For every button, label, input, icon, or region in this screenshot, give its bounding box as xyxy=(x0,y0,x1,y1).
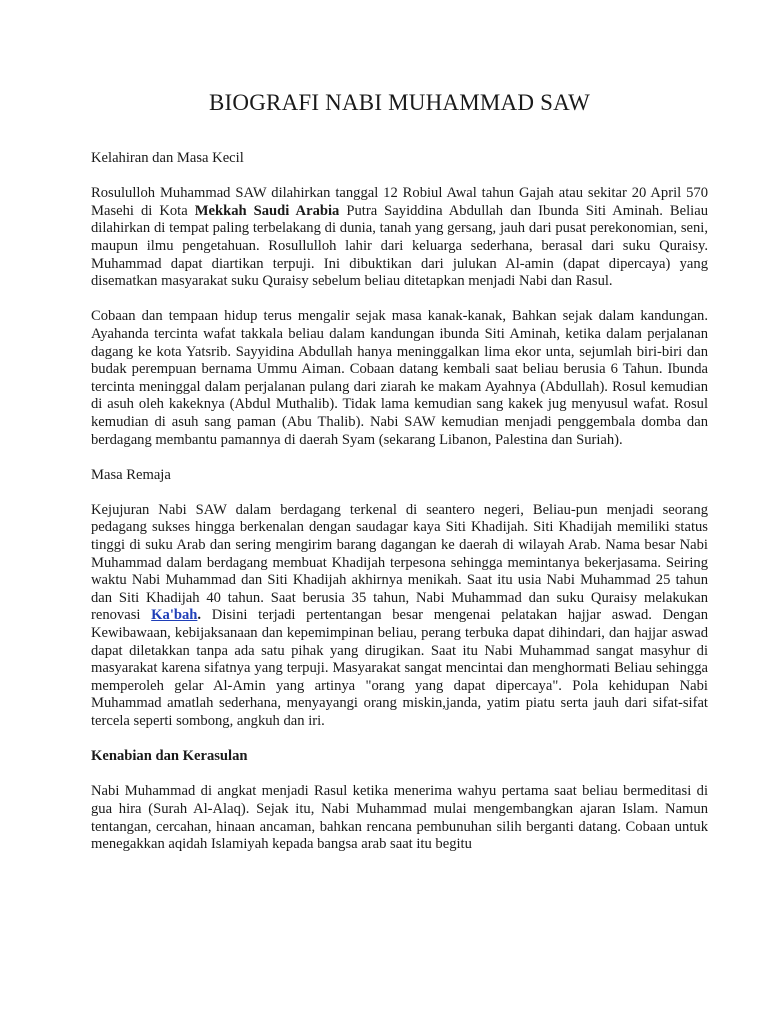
section-heading-kelahiran: Kelahiran dan Masa Kecil xyxy=(91,150,244,166)
kabah-link[interactable]: Ka'bah xyxy=(151,607,198,624)
paragraph-masa-remaja-1 xyxy=(91,502,708,731)
section-heading-masa-remaja: Masa Remaja xyxy=(91,466,171,483)
document-body xyxy=(91,150,708,871)
paragraph-kelahiran-1 xyxy=(91,185,708,291)
paragraph-text: Disini terjadi pertentangan besar mengenai pelatakan hajjar aswad. Dengan Kewibawaan, kebijaksanaan dan kepemimpinan beliau, perang terbuka dapat dihindari, dan hajjar aswad dapat diletakkan tanpa ada satu pihak yang dirugikan. Saat itu Nabi Muhammad sangat masyhur di masyarakat karena sifatnya yang terpuji. Masyarakat sangat mencintai dan menghormati Beliau sehingga memperoleh gelar Al-Amin yang artinya "orang yang dapat dipercaya". Pola kehidupan Nabi Muhammad amatlah sederhana, menyayangi orang miskin,janda, yatim piatu serta jauh dari sifat-sifat tercela seperti sombong, angkuh dan iri. xyxy=(91,607,709,729)
section-heading-kenabian: Kenabian dan Kerasulan xyxy=(91,748,248,765)
paragraph-text: Putra Sayiddina Abdullah dan Ibunda Siti Aminah. Beliau dilahirkan di tempat paling terbelakang di dunia, tanah yang gersang, jauh dari pusat perekonomian, seni, maupun ilmu pengetahuan. Rosullulloh lahir dari keluarga sederhana, berasal dari suku Quraisy. Muhammad dapat diartikan terpuji. Ini dibuktikan dari julukan Al-amin (dapat dipercaya) yang disematkan masyarakat suku Quraisy sebelum beliau ditetapkan menjadi Nabi dan Rasul. xyxy=(91,202,708,290)
paragraph-kelahiran-2: Cobaan dan tempaan hidup terus mengalir sejak masa kanak-kanak, Bahkan sejak dalam kandungan. Ayahanda tercinta wafat takkala beliau dalam kandungan ibunda Siti Aminah, ketika dalam perjalanan dagang ke kota Yatsrib. Sayyidina Abdullah hanya meninggalkan lima ekor unta, sejumlah biri-biri dan budak perempuan bernama Ummu Aiman. Cobaan datang kembali saat beliau berusia 6 Tahun. Ibunda tercinta meninggal dalam perjalanan pulang dari ziarah ke makam Ayahnya (Abdullah). Rosul kemudian di asuh oleh kakeknya (Abdul Muthalib). Tidak lama kemudian sang kakek jug menyusul wafat. Rosul kemudian di asuh sang paman (Abu Thalib). Nabi SAW kemudian menjadi penggembala domba dan berdagang membantu pamannya di daerah Syam (sekarang Libanon, Palestina dan Suriah). xyxy=(91,308,708,448)
paragraph-text: Rosululloh Muhammad SAW dilahirkan tanggal 12 Robiul Awal tahun Gajah atau sekitar 20 April 570 Masehi di Kota xyxy=(91,185,708,219)
document-title: BIOGRAFI NABI MUHAMMAD SAW xyxy=(209,90,590,115)
bold-place-name: Mekkah Saudi Arabia xyxy=(194,202,340,219)
paragraph-kenabian-1: Nabi Muhammad di angkat menjadi Rasul ketika menerima wahyu pertama saat beliau bermeditasi di gua hira (Surah Al-Alaq). Sejak itu, Nabi Muhammad mulai mengembangkan ajaran Islam. Namun tentangan, cercahan, hinaan ancaman, bahkan rencana pembunuhan silih berganti datang. Cobaan untuk menegakkan aqidah Islamiyah kepada bangsa arab saat itu begitu xyxy=(91,783,708,853)
link-period: . xyxy=(197,607,202,624)
paragraph-text: Kejujuran Nabi SAW dalam berdagang terkenal di seantero negeri, Beliau-pun menjadi seorang pedagang sukses hingga berkenalan dengan saudagar kaya Siti Khadijah. Siti Khadijah memiliki status tinggi di suku Arab dan sering mengirim barang dagangan ke daerah di wilayah Arab. Nama besar Nabi Muhammad dalam berdagang membuat Khadijah terpesona sehingga memintanya bekerjasama. Seiring waktu Nabi Muhammad dan Siti Khadijah akhirnya menikah. Saat itu usia Nabi Muhammad 25 tahun dan Siti Khadijah 40 tahun. Saat berusia 35 tahun, Nabi Muhammad dan suku Quraisy melakukan renovasi xyxy=(91,501,708,624)
